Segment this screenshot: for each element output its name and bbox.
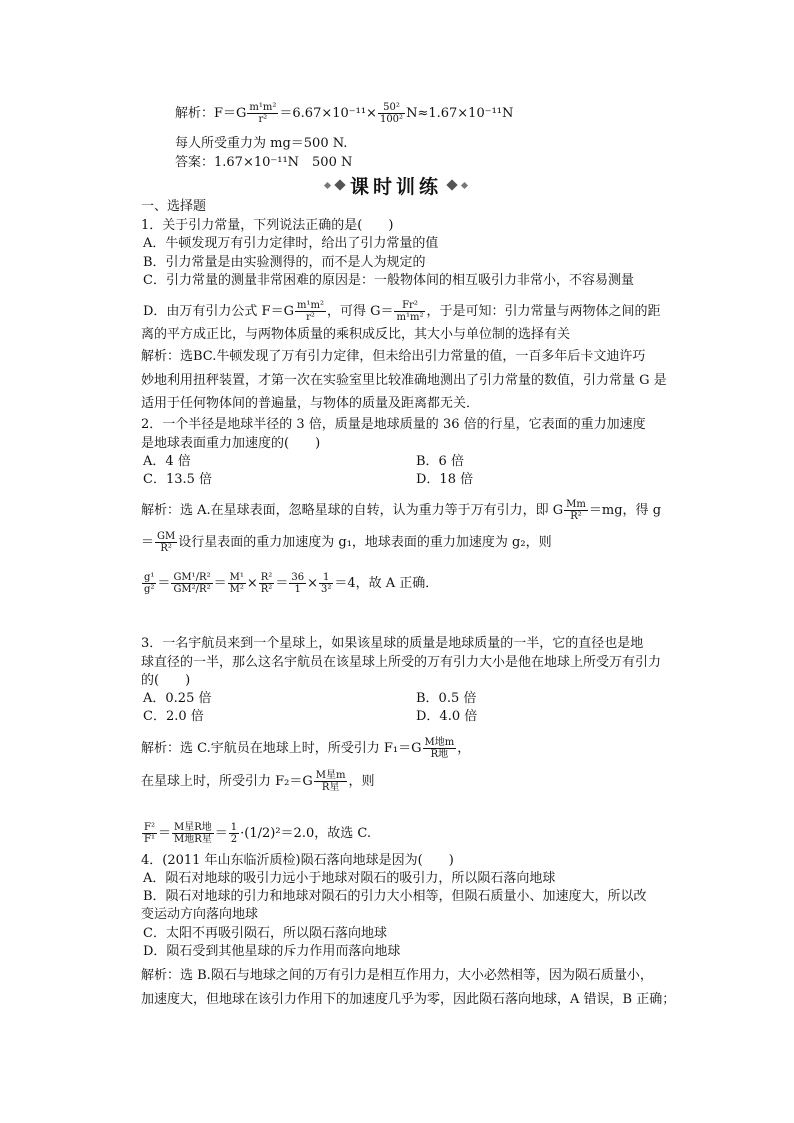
fraction: [319, 572, 333, 595]
solution-line-force: [141, 102, 513, 125]
fraction: [172, 822, 214, 845]
fraction-denominator: g²: [144, 584, 155, 595]
fraction-numerator: M地m: [424, 737, 455, 748]
question-3-stem-3: 的( ): [141, 673, 191, 688]
question-4-stem: 4．(2011 年山东临沂质检)陨石落向地球是因为( ): [141, 853, 454, 868]
solution-line: [141, 531, 552, 554]
fraction-numerator: Mm: [566, 499, 586, 510]
solution-mid: ＝: [214, 826, 228, 841]
fraction-denominator: M²: [229, 584, 244, 595]
option-c: C．13.5 倍: [143, 472, 213, 487]
solution-text: 解析：选BC.牛顿发现了万有引力定律，但未给出引力常量的值，一百多年后卡文迪许巧: [141, 349, 646, 364]
fraction-denominator: R²: [160, 543, 172, 554]
solution-line: 适用于任何物体间的普遍量，与物体的质量及距离都无关．: [141, 396, 480, 411]
question-text: 1．关于引力常量，下列说法正确的是( ): [141, 218, 394, 233]
fraction-numerator: Fr²: [394, 300, 425, 312]
solution-tail: ，则: [348, 774, 375, 789]
fraction: [394, 300, 425, 323]
option-c: C．2.0 倍: [143, 709, 204, 724]
answer-line: [141, 155, 352, 171]
fraction: [564, 499, 588, 522]
fraction: [423, 737, 457, 760]
solution-prefix: 解析：F＝G: [175, 106, 247, 121]
fraction-denominator: F¹: [144, 834, 155, 845]
fraction: [171, 572, 212, 595]
fraction: [314, 770, 348, 793]
question-2-stem: 2．一个半径是地球半径的 3 倍，质量是地球质量的 36 倍的行星，它表面的重力加速度: [141, 417, 646, 432]
weight-text: 每人所受重力为 mg＝500 N.: [175, 136, 348, 151]
solution-tail: ＝4，故 A 正确．: [334, 576, 439, 591]
solution-line: 加速度大，但地球在该引力作用下的加速度几乎为零，因此陨石落向地球，A 错误，B 正确；: [141, 992, 676, 1007]
fraction: [259, 572, 275, 595]
fraction: [378, 102, 405, 125]
solution-tail: 设行星表面的重力加速度为 g₁，地球表面的重力加速度为 g₂，则: [178, 535, 552, 550]
option-a: A．4 倍: [143, 454, 191, 469]
fraction: [142, 822, 157, 845]
question-1-stem: [141, 218, 393, 234]
fraction-denominator: 1: [294, 584, 301, 595]
fraction-numerator: 36: [291, 572, 305, 583]
solution-equation: $\frac{\text{g¹}}{\text{g²}}$ ＝ $\frac{\text{GM¹/R²}}{\text{GM²/R²}}$ ＝ $\frac{\text{M¹}}{\text{M²}}$ × $\frac{\text{R²}}{\text{R²}}$ ＝ $\frac{36}{1}$ × $\frac{1}{\text{3²}}$ ＝4，故 A 正确．: [144, 572, 439, 595]
fraction-denominator: 2: [230, 834, 238, 845]
fraction-denominator: 100²: [379, 114, 404, 125]
solution-tail: N≈1.67×10⁻¹¹N: [406, 106, 514, 121]
fraction-numerator: M星m: [315, 770, 346, 781]
fraction-numerator: M星R地: [173, 822, 212, 833]
fraction-denominator: m¹m²: [396, 312, 424, 323]
option-d: D．18 倍: [416, 472, 474, 487]
option-b-line2: 变运动方向落向地球: [141, 907, 259, 922]
option-b: B．6 倍: [416, 454, 464, 469]
fraction-numerator: 50²: [378, 102, 405, 114]
solution-line: [141, 499, 661, 522]
solution-prefix: 解析：选 A.在星球表面，忽略星球的自转，认为重力等于万有引力，即 G: [141, 503, 564, 518]
fraction-denominator: 3²: [320, 584, 332, 595]
weight-line: [141, 136, 347, 152]
fraction-numerator: m¹m²: [296, 300, 324, 311]
option-d-mid: ，可得 G＝: [326, 304, 394, 319]
banner-title: 课时训练: [350, 175, 443, 198]
fraction-numerator: F²: [144, 822, 155, 833]
solution-prefix: 在星球上时，所受引力 F₂＝G: [141, 774, 313, 789]
solution-tail: ，: [457, 741, 471, 756]
fraction-denominator: r²: [258, 114, 268, 125]
fraction: [155, 531, 177, 554]
solution-line: [141, 349, 645, 365]
solution-mid: ＝6.67×10⁻¹¹×: [279, 106, 377, 121]
option-c: C．太阳不再吸引陨石，所以陨石落向地球: [143, 926, 387, 941]
fraction-numerator: 1: [230, 822, 238, 833]
solution-line: [141, 770, 375, 793]
option-d-prefix: D．由万有引力公式 F＝G: [143, 304, 294, 319]
diamond-icon: [324, 181, 331, 188]
solution-tail: ·(1/2)²＝2.0，故选 C.: [240, 826, 371, 841]
fraction-denominator: R地: [430, 749, 449, 760]
fraction-denominator: R²: [570, 511, 582, 522]
question-3-stem-2: 球直径的一半，那么这名宇航员在该星球上所受的万有引力大小是他在地球上所受万有引力: [141, 655, 662, 670]
solution-equation: $\frac{\text{F²}}{\text{F¹}}$ ＝ $\frac{\text{M星R地}}{\text{M地R星}}$ ＝ $\frac{1}{2}$ ·(1/2)²＝2.0，故选 C.: [144, 822, 371, 845]
solution-tail: ＝mg，得 g: [588, 503, 662, 518]
fraction-numerator: M¹: [229, 572, 244, 583]
solution-prefix: 解析：选 C.宇航员在地球上时，所受引力 F₁＝G: [141, 741, 422, 756]
fraction-denominator: M地R星: [173, 834, 212, 845]
fraction-numerator: R²: [260, 572, 273, 583]
fraction: [229, 822, 239, 845]
option-a: A．陨石对地球的吸引力远小于地球对陨石的吸引力，所以陨石落向地球: [143, 871, 556, 886]
question-2-stem-2: 是地球表面重力加速度的( ): [141, 436, 321, 451]
fraction-denominator: r²: [306, 312, 315, 323]
option-a: A．牛顿发现万有引力定律时，给出了引力常量的值: [143, 236, 439, 251]
option-d: [143, 300, 660, 323]
option-d: D．陨石受到其他星球的斥力作用而落向地球: [143, 944, 401, 959]
solution-line: 解析：选 B.陨石与地球之间的万有引力是相互作用力，大小必然相等，因为陨石质量小，: [141, 968, 653, 983]
fraction-numerator: m¹m²: [249, 102, 277, 113]
fraction-numerator: g¹: [144, 572, 155, 583]
fraction: [295, 300, 326, 323]
fraction: [247, 102, 278, 125]
fraction-numerator: GM¹/R²: [173, 572, 211, 583]
option-b: B．0.5 倍: [416, 691, 477, 706]
diamond-icon: [446, 179, 457, 190]
question-3-stem: 3．一名宇航员来到一个星球上，如果该星球的质量是地球质量的一半，它的直径也是地: [141, 636, 644, 651]
fraction-denominator: R星: [321, 782, 340, 793]
fraction-denominator: R²: [260, 584, 273, 595]
option-c: C．引力常量的测量非常困难的原因是：一般物体间的相互吸引力非常小，不容易测量: [143, 273, 634, 288]
option-b: B．引力常量是由实验测得的，而不是人为规定的: [143, 255, 426, 270]
solution-line: 妙地利用扭秤装置，才第一次在实验室里比较准确地测出了引力常量的数值，引力常量 G 是: [141, 373, 667, 388]
option-d-line2: 离的平方成正比，与两物体质量的乘积成反比，其大小与单位制的选择有关: [141, 327, 571, 342]
fraction-numerator: GM: [157, 531, 176, 542]
fraction: [228, 572, 246, 595]
section-banner: [325, 173, 467, 197]
solution-line: [141, 737, 470, 760]
section-heading: 一、选择题: [141, 199, 207, 214]
fraction: [142, 572, 156, 595]
fraction-denominator: GM²/R²: [173, 584, 211, 595]
solution-prefix: ＝: [141, 535, 155, 550]
option-d-tail: ，于是可知：引力常量与两物体之间的距: [426, 304, 661, 319]
diamond-icon: [334, 179, 345, 190]
fraction: [289, 572, 306, 595]
answer-text: 答案：1.67×10⁻¹¹N 500 N: [175, 155, 353, 170]
fraction-numerator: 1: [319, 572, 333, 584]
option-a: A．0.25 倍: [143, 691, 212, 706]
option-d: D．4.0 倍: [416, 709, 478, 724]
diamond-icon: [461, 181, 468, 188]
option-b: B．陨石对地球的引力和地球对陨石的引力大小相等，但陨石质量小、加速度大，所以改: [143, 889, 647, 904]
